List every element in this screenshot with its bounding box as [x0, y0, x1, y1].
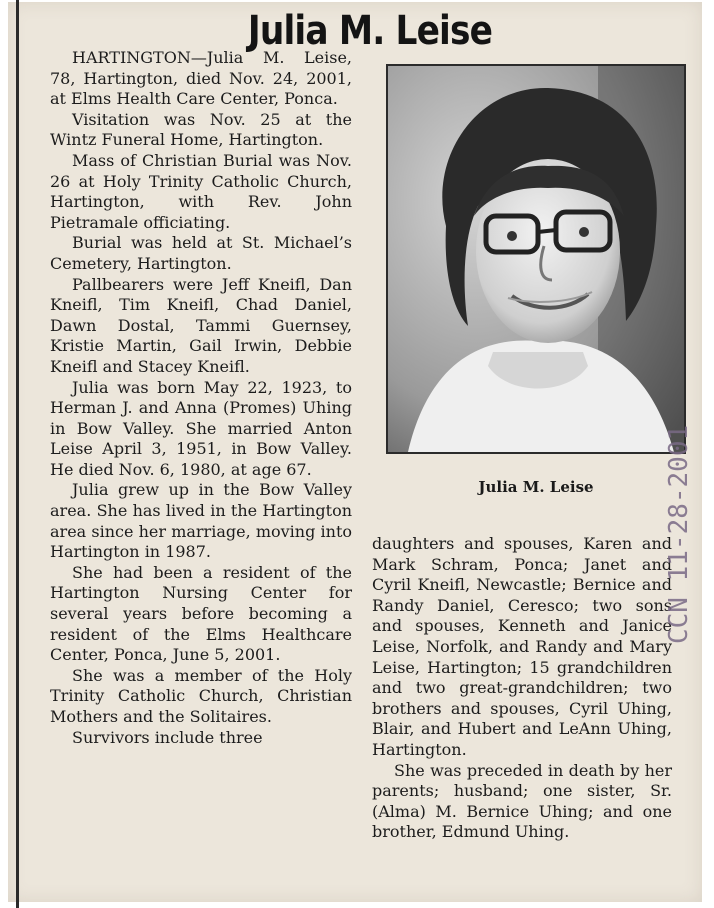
photo-caption: Julia M. Leise: [478, 478, 594, 496]
paragraph-intro: HARTINGTON—Julia M. Leise, 78, Hartington, died Nov. 24, 2001, at Elms Health Care Center, Ponca.: [50, 48, 352, 109]
paragraph-survivors-start: Survivors include three: [72, 727, 263, 747]
paragraph-preceded: She was preceded in death by her parents; husband; one sister, Sr. (Alma) M. Bernice Uhing; and one brother, Edmund Uhing.: [372, 760, 672, 842]
portrait-photo: [386, 64, 686, 454]
paragraph-residence: She had been a resident of the Hartington Nursing Center for several years before becoming a resident of the Elms Healthcare Center, Ponca, June 5, 2001.: [50, 562, 352, 665]
paragraph-pallbearers: Pallbearers were Jeff Kneifl, Dan Kneifl, Tim Kneifl, Chad Daniel, Dawn Dostal, Tammi Guernsey, Kristie Martin, Gail Irwin, Debbie Kneifl and Stacey Kneifl.: [50, 274, 352, 376]
obituary-headline: Julia M. Leise: [247, 8, 493, 54]
portrait-illustration: [388, 66, 684, 452]
paragraph-burial: Burial was held at St. Michael’s Cemetery, Hartington.: [50, 233, 352, 273]
paragraph-visitation: Visitation was Nov. 25 at the Wintz Funeral Home, Hartington.: [50, 109, 352, 150]
handwritten-date-note: CCN 11-28-2001: [664, 424, 694, 644]
paragraph-birth: Julia was born May 22, 1923, to Herman J. and Anna (Promes) Uhing in Bow Valley. She married Anton Leise April 3, 1951, in Bow Valley. He died Nov. 6, 1980, at age 67.: [50, 377, 352, 479]
paragraph-survivors-list: daughters and spouses, Karen and Mark Schram, Ponca; Janet and Cyril Kneifl, Newcastle; Bernice and Randy Daniel, Ceresco; two sons and spouses, Kenneth and Janice Leise, Norfolk, and Randy and Mary Leise, Hartington; 15 grandchildren and two great-grandchildren; two brothers and spouses, Cyril Uhing, Blair, and Hubert and LeAnn Uhing, Hartington.: [372, 534, 672, 759]
paragraph-mass: Mass of Christian Burial was Nov. 26 at Holy Trinity Catholic Church, Hartington, with Rev. John Pietramale officiating.: [50, 150, 352, 232]
right-text-column: [372, 534, 672, 843]
left-text-column: [50, 48, 352, 748]
paragraph-membership: She was a member of the Holy Trinity Catholic Church, Christian Mothers and the Solitaires.: [50, 665, 352, 726]
clipping-edge: [16, 0, 19, 908]
paragraph-early-life: Julia grew up in the Bow Valley area. She has lived in the Hartington area since her marriage, moving into Hartington in 1987.: [50, 480, 352, 562]
